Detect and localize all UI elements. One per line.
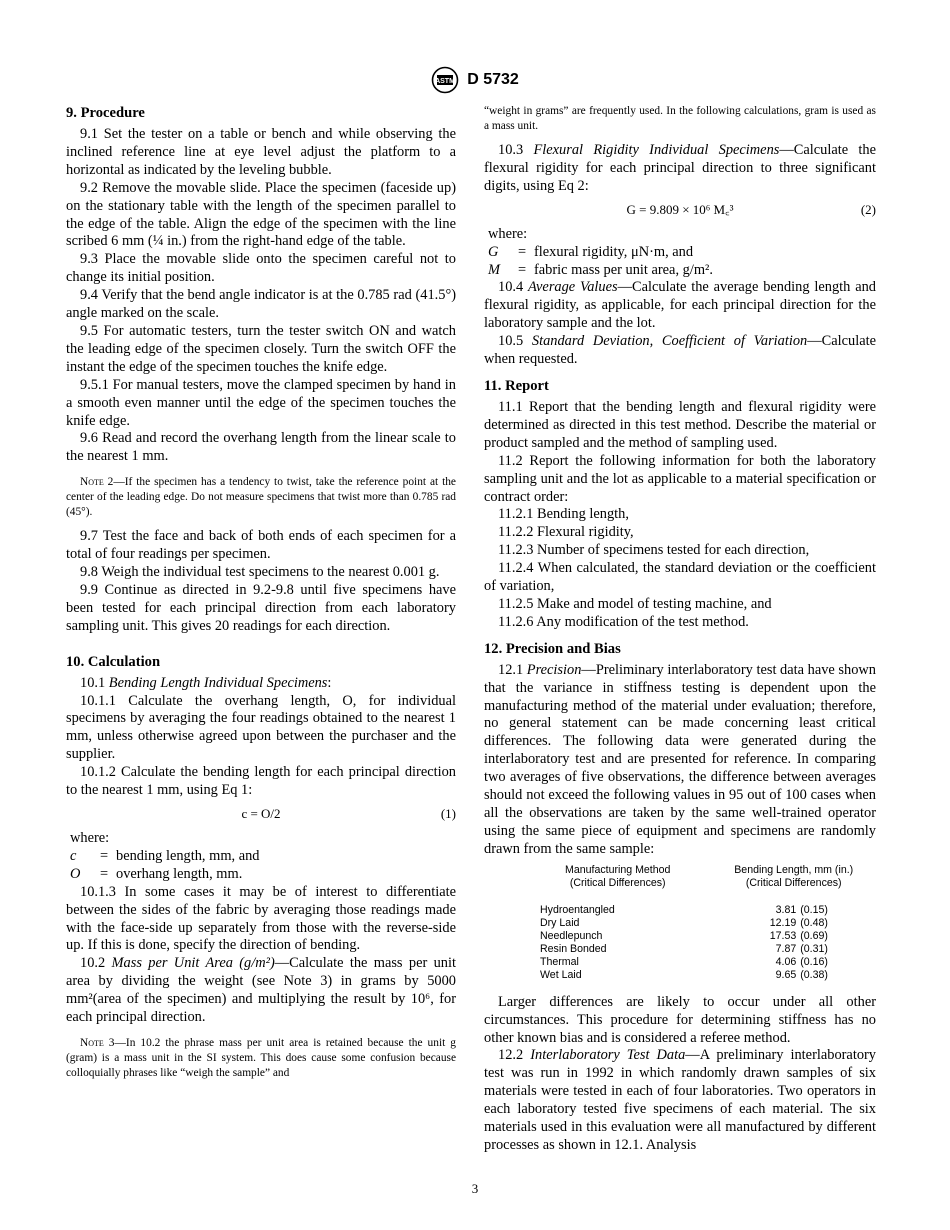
note-2-text: —If the specimen has a tendency to twist, take the reference point at the center of the leading edge. Do not measure specimens that twist more than 0.785 rad (45°). bbox=[66, 476, 456, 519]
p12-2-text: —A preliminary interlaboratory test was run in 1992 in which randomly drawn samples of six materials were tested in each of four laboratories. Two operators in each laboratory tested five specimens of each material. The six materials used in this evaluation were all manufactured by different processes as shown in 12.1. Analysis bbox=[484, 1047, 876, 1153]
equation-2-formula: G = 9.809 × 10⁶ M꜀³ bbox=[626, 201, 734, 217]
note-2 bbox=[66, 475, 456, 520]
paragraph-9-5-1: 9.5.1 For manual testers, move the clamped specimen by hand in a smooth even manner until the edge of the specimen touches the knife edge. bbox=[66, 376, 456, 429]
definition-row bbox=[70, 866, 456, 884]
paragraph-12-1 bbox=[484, 662, 876, 859]
definition-symbol: G bbox=[488, 243, 499, 260]
p10-2-number: 10.2 bbox=[80, 955, 106, 972]
table-row: Resin Bonded 7.87 (0.31) bbox=[540, 942, 828, 955]
paragraph-9-1: 9.1 Set the tester on a table or bench and while observing the inclined reference line at eye level adjust the platform to a horizontal as indicated by the leveling bubble. bbox=[66, 126, 456, 178]
paragraph-11-1: 11.1 Report that the bending length and flexural rigidity were determined as directed in this test method. Describe the material or product sampled and the method of sampling used. bbox=[484, 398, 876, 451]
astm-logo-icon bbox=[431, 66, 459, 94]
paragraph-9-9: 9.9 Continue as directed in 9.2-9.8 until five specimens have been tested for each principal direction from each laboratory sampling unit. This gives 20 readings for each direction. bbox=[66, 581, 456, 634]
where-label-2: where: bbox=[488, 225, 528, 242]
table-row: Wet Laid 9.65 (0.38) bbox=[540, 968, 828, 981]
section-11-heading: 11. Report bbox=[484, 377, 549, 394]
p10-1-title: Bending Length Individual Specimens bbox=[108, 674, 328, 691]
list-item: 11.2.2 Flexural rigidity, bbox=[498, 524, 634, 541]
page-number: 3 bbox=[471, 1181, 479, 1196]
p12-1-text: —Preliminary interlaboratory test data have shown that the variance in stiffness testing is dependent upon the manufacturing method of the material under evaluation; therefore, no general statement can be made concerning least critical differences. The following data were generated during the interlaboratory test and are presented for reference. In comparing two averages of five observations, the difference between averages should not exceed the following values in 95 out of 100 cases when all the observations are taken by the same well-trained operator using the same piece of equipment and specimens are randomly drawn from the same sample: bbox=[484, 661, 876, 857]
paragraph-larger-differences: Larger differences are likely to occur under all other circumstances. This procedure for determining stiffness has no other known bias and is considered a referee method. bbox=[484, 993, 876, 1046]
paragraph-10-1: 10.1 Bending Length Individual Specimens: bbox=[80, 674, 332, 691]
paragraph-12-2 bbox=[484, 1047, 876, 1154]
definition-symbol: O bbox=[70, 865, 81, 882]
section-10-heading: 10. Calculation bbox=[66, 653, 161, 670]
note-3-label: Note 3 bbox=[80, 1036, 115, 1049]
definition-text: bending length, mm, and bbox=[116, 847, 260, 864]
document-id: D 5732 bbox=[467, 71, 519, 88]
definition-text: fabric mass per unit area, g/m². bbox=[534, 261, 713, 278]
paragraph-10-1-2: 10.1.2 Calculate the bending length for each principal direction to the nearest 1 mm, using Eq 1: bbox=[66, 764, 456, 799]
definition-text: overhang length, mm. bbox=[116, 865, 243, 882]
table-row: Needlepunch 17.53 (0.69) bbox=[540, 929, 828, 942]
equation-1-formula: c = O/2 bbox=[241, 806, 281, 821]
paragraph-10-1-1: 10.1.1 Calculate the overhang length, O, for individual specimens by averaging the four readings obtained to the nearest 1 mm, unless otherwise agreed upon between the purchaser and the supplier. bbox=[66, 692, 456, 763]
paragraph-9-7: 9.7 Test the face and back of both ends of each specimen for a total of four readings per specimen. bbox=[66, 528, 456, 563]
definition-symbol: c bbox=[70, 847, 77, 864]
paragraph-10-5 bbox=[484, 333, 876, 369]
table-header-row bbox=[524, 864, 876, 890]
p10-2-title: Mass per Unit Area (g/m²) bbox=[111, 955, 275, 972]
equation-2 bbox=[484, 200, 876, 220]
definition-equals: = bbox=[99, 847, 109, 864]
paragraph-9-2: 9.2 Remove the movable slide. Place the specimen (faceside up) on the stationary table with the length of the specimen parallel to the edge of the table. Align the edge of the specimen with the line scribed 6 mm (¼ in.) from the right-hand edge of the table. bbox=[66, 179, 456, 250]
page-header bbox=[0, 66, 950, 94]
list-item: 11.2.5 Make and model of testing machine, and bbox=[498, 595, 772, 612]
section-9-heading: 9. Procedure bbox=[66, 105, 145, 121]
definition-equals: = bbox=[517, 243, 527, 260]
paragraph-9-5: 9.5 For automatic testers, turn the tester switch ON and watch the leading edge of the specimen closely. Turn the switch OFF the instant the edge of the specimen touches the knife edge. bbox=[66, 322, 456, 375]
definition-row bbox=[70, 848, 456, 866]
note-3-text: —In 10.2 the phrase mass per unit area is retained because the unit g (gram) is a mass unit in the SI system. This does cause some confusion because colloquially phrases like “weigh the sample” and bbox=[66, 1036, 457, 1079]
table-row: Thermal 4.06 (0.16) bbox=[540, 955, 828, 968]
definitions-2 bbox=[488, 244, 876, 280]
paragraph-10-2 bbox=[66, 955, 456, 1027]
critical-differences-table bbox=[524, 864, 876, 982]
equation-1 bbox=[66, 804, 456, 824]
paragraph-11-2: 11.2 Report the following information for both the laboratory sampling unit and the lot as applicable to a material specification or contract order: bbox=[484, 452, 876, 505]
p10-5-number: 10.5 bbox=[498, 333, 524, 350]
list-item: 11.2.6 Any modification of the test method. bbox=[498, 613, 749, 630]
p10-4-number: 10.4 bbox=[498, 279, 524, 296]
definition-row bbox=[488, 244, 876, 262]
p10-3-text: —Calculate the flexural rigidity for each principal direction to three significant digits, using Eq 2: bbox=[484, 142, 876, 194]
paragraph-9-8: 9.8 Weigh the individual test specimens to the nearest 0.001 g. bbox=[80, 564, 440, 581]
p12-2-title: Interlaboratory Test Data bbox=[530, 1047, 686, 1064]
p10-2-text: —Calculate the mass per unit area by dividing the weight (see Note 3) in grams by 5000 mm²(area of the specimen) and multiplying the result by 10⁶, for each principal direction. bbox=[66, 955, 456, 1026]
note-3 bbox=[66, 1036, 456, 1081]
list-item: 11.2.1 Bending length, bbox=[498, 506, 629, 523]
paragraph-10-1-3: 10.1.3 In some cases it may be of interest to differentiate between the sides of the fabric by averaging those readings made with the face-side up separately from those with the reverse-side up. If this is done, specify the direction of bending. bbox=[66, 883, 456, 954]
equation-1-number: (1) bbox=[440, 806, 456, 821]
note-3-continued: “weight in grams” are frequently used. In the following calculations, gram is used as a mass unit. bbox=[484, 105, 876, 132]
table-row: Dry Laid 12.19 (0.48) bbox=[540, 916, 828, 929]
p10-3-title: Flexural Rigidity Individual Specimens bbox=[533, 142, 780, 158]
svg-text:ASTM: ASTM bbox=[435, 78, 456, 85]
column-header-bending-length: Bending Length, mm (in.) (Critical Differences) bbox=[734, 863, 854, 889]
list-item: 11.2.3 Number of specimens tested for each direction, bbox=[498, 542, 810, 559]
p10-5-title: Standard Deviation, Coefficient of Variation bbox=[531, 333, 808, 350]
right-column bbox=[484, 104, 876, 1155]
p10-3-number: 10.3 bbox=[498, 142, 524, 158]
paragraph-9-4: 9.4 Verify that the bend angle indicator is at the 0.785 rad (41.5°) angle marked on the scale. bbox=[66, 287, 456, 322]
p10-5-text: —Calculate when requested. bbox=[484, 333, 876, 368]
p12-2-number: 12.2 bbox=[498, 1047, 524, 1064]
table-row: Hydroentangled 3.81 (0.15) bbox=[540, 903, 828, 916]
note-2-label: Note 2 bbox=[80, 476, 114, 489]
definition-equals: = bbox=[517, 261, 527, 278]
list-item: 11.2.4 When calculated, the standard deviation or the coefficient of variation, bbox=[484, 560, 876, 595]
report-items-list bbox=[484, 506, 876, 631]
p10-4-title: Average Values bbox=[528, 279, 618, 296]
p10-1-number: 10.1 bbox=[80, 674, 106, 691]
definition-row bbox=[488, 262, 876, 280]
where-label-1: where: bbox=[70, 830, 110, 846]
p10-4-text: —Calculate the average bending length and flexural rigidity, as applicable, for each principal direction for the laboratory sample and the lot. bbox=[484, 279, 877, 332]
column-header-method: Manufacturing Method (Critical Differences) bbox=[565, 863, 671, 889]
paragraph-10-4 bbox=[484, 279, 876, 333]
section-12-heading: 12. Precision and Bias bbox=[484, 640, 621, 657]
equation-2-number: (2) bbox=[860, 201, 876, 217]
p12-1-title: Precision bbox=[526, 661, 582, 678]
paragraph-9-3: 9.3 Place the movable slide onto the specimen careful not to change its initial position. bbox=[66, 251, 456, 286]
paragraph-10-3 bbox=[484, 142, 876, 196]
definition-text: flexural rigidity, μN·m, and bbox=[534, 243, 694, 260]
definition-symbol: M bbox=[488, 261, 500, 278]
left-column bbox=[66, 104, 456, 1089]
p12-1-number: 12.1 bbox=[498, 661, 524, 678]
definitions-1 bbox=[70, 848, 456, 884]
definition-equals: = bbox=[99, 865, 109, 882]
paragraph-9-6: 9.6 Read and record the overhang length from the linear scale to the nearest 1 mm. bbox=[66, 430, 456, 465]
